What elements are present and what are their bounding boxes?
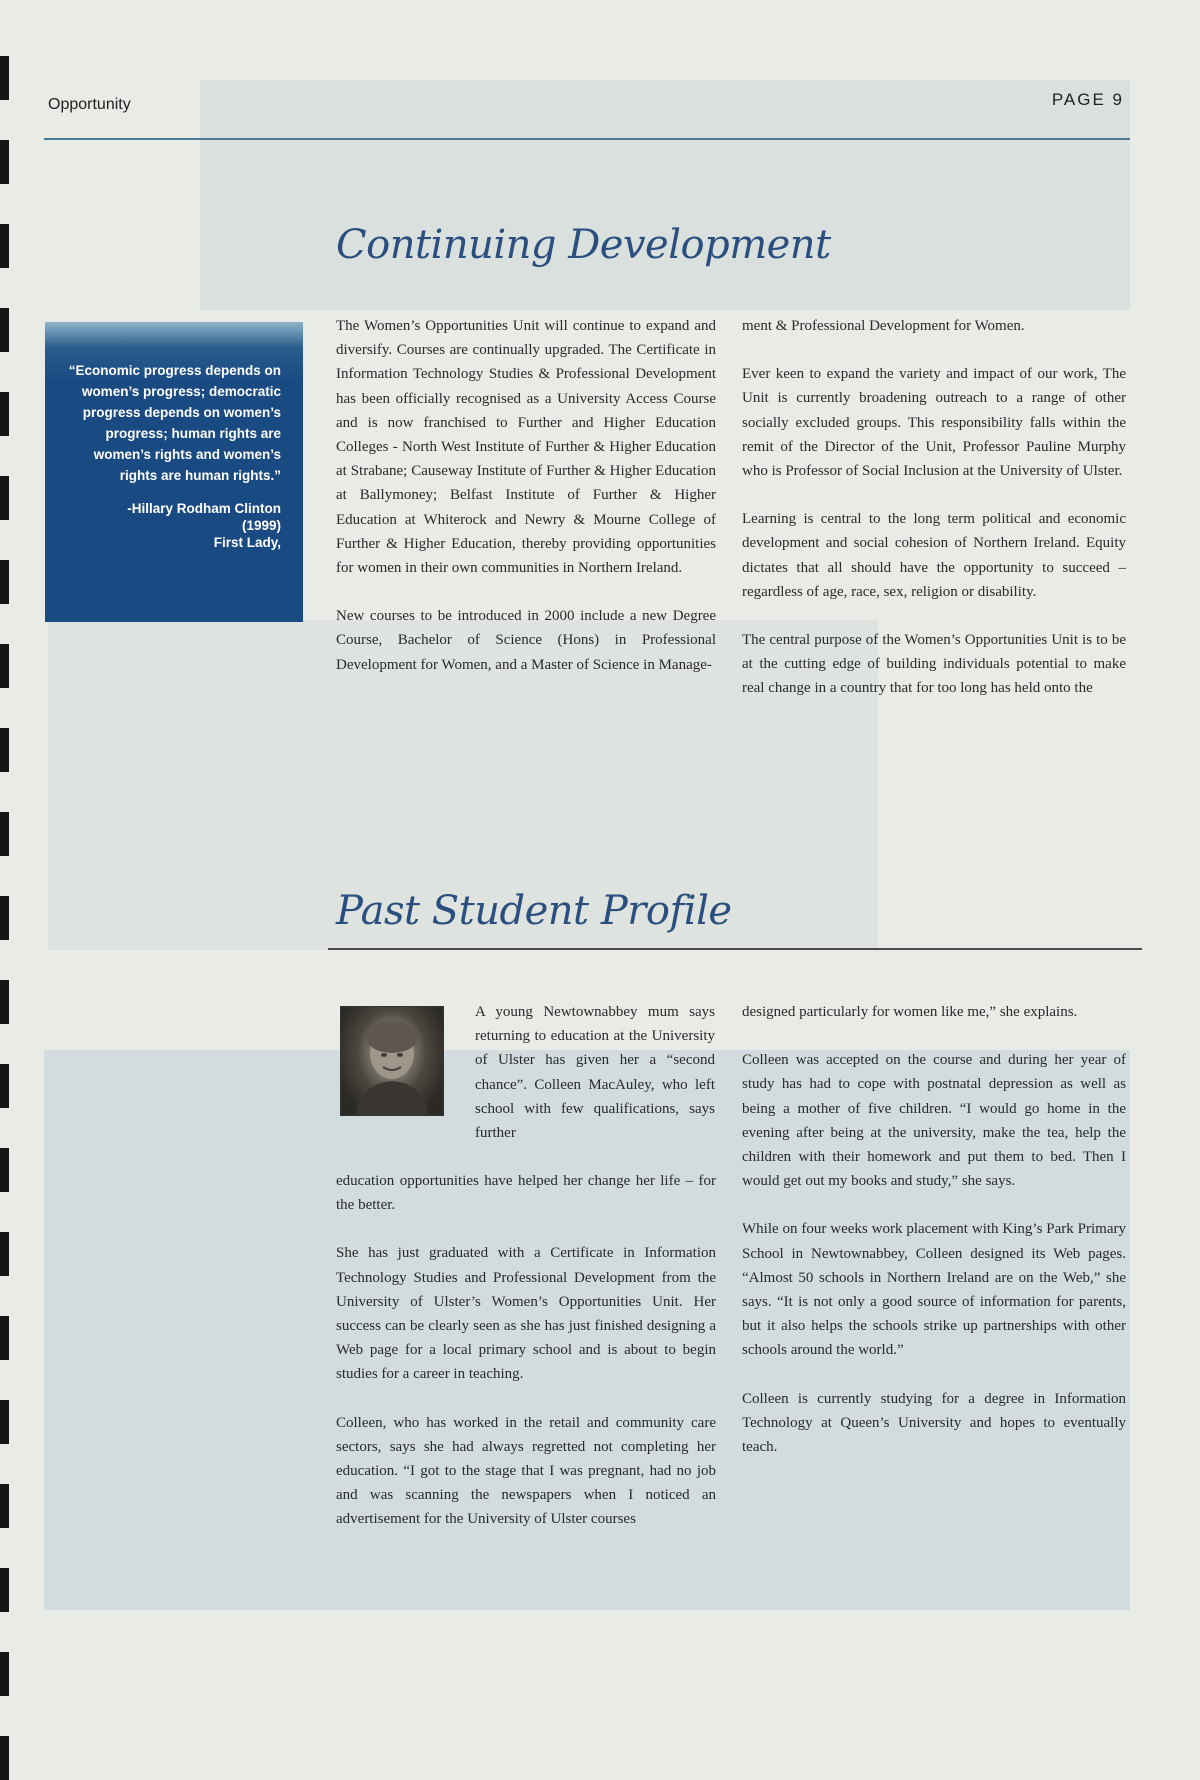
running-title: Opportunity xyxy=(48,96,131,113)
header-rule xyxy=(44,138,1130,140)
paragraph: Colleen, who has worked in the retail and community care sectors, says she had always regretted not completing her education. “I got to the stage that I was pregnant, had no job and was scanning the newspapers when I noticed an advertisement for the University of Ulster courses xyxy=(336,1414,716,1528)
binding-mark xyxy=(0,644,9,688)
section2-right-column xyxy=(742,1000,1126,1459)
paragraph: Learning is central to the long term political and economic development and social cohesion of Northern Ireland. Equity dictates that all should have the opportunity to succeed – regardless of age, race, sex, religion or disability. xyxy=(742,511,1126,600)
paragraph: New courses to be introduced in 2000 include a new Degree Course, Bachelor of Science (Hons) in Professional Development for Women, and a Master of Science in Manage- xyxy=(336,608,716,673)
section1-left-column xyxy=(336,314,716,677)
binding-mark xyxy=(0,896,9,940)
binding-mark xyxy=(0,1736,9,1780)
section-rule xyxy=(328,948,1142,950)
section2-left-column xyxy=(336,1169,716,1532)
binding-mark xyxy=(0,1148,9,1192)
attribution-role: First Lady, xyxy=(213,535,281,550)
paragraph: The Women’s Opportunities Unit will continue to expand and diversify. Courses are continually upgraded. The Certificate in Information Technology Studies & Professional Development has been officially recognised as a University Access Course and is now franchised to Further and Higher Education Colleges - North West Institute of Further & Higher Education at Strabane; Causeway Institute of Further & Higher Education at Ballymoney; Belfast Institute of Further & Higher Education at Whiterock and Newry & Mourne College of Further & Higher Education, thereby providing opportunities for women in their own communities in Northern Ireland. xyxy=(336,318,716,577)
paragraph: designed particularly for women like me,” she explains. xyxy=(742,1004,1078,1020)
paragraph: The central purpose of the Women’s Opportunities Unit is to be at the cutting edge of building individuals potential to make real change in a country that for too long has held onto the xyxy=(742,632,1126,697)
binding-mark xyxy=(0,728,9,772)
binding-mark xyxy=(0,812,9,856)
binding-mark xyxy=(0,1064,9,1108)
binding-mark xyxy=(0,1400,9,1444)
portrait-image xyxy=(341,1007,443,1115)
paragraph: She has just graduated with a Certificate in Information Technology Studies and Professional Development from the University of Ulster’s Women’s Opportunities Unit. Her success can be clearly seen as she has just finished designing a Web page for a local primary school and is about to begin studies for a career in teaching. xyxy=(336,1245,716,1383)
paragraph: Ever keen to expand the variety and impact of our work, The Unit is currently broadening outreach to a range of other socially excluded groups. This responsibility falls within the remit of the Director of the Unit, Professor Pauline Murphy who is Professor of Social Inclusion at the University of Ulster. xyxy=(742,366,1126,480)
section-title-continuing-development: Continuing Development xyxy=(336,222,831,268)
binding-mark xyxy=(0,560,9,604)
attribution-year: (1999) xyxy=(241,518,281,533)
quote-attribution xyxy=(61,500,281,551)
binding-mark xyxy=(0,1232,9,1276)
quote-box xyxy=(45,322,303,622)
section1-right-column xyxy=(742,314,1126,701)
section-title-past-student-profile: Past Student Profile xyxy=(336,888,732,934)
paragraph: ment & Professional Development for Women. xyxy=(742,318,1025,334)
binding-mark xyxy=(0,308,9,352)
binding-mark xyxy=(0,1484,9,1528)
binding-mark xyxy=(0,224,9,268)
paragraph: education opportunities have helped her change her life – for the better. xyxy=(336,1173,716,1214)
binding-mark xyxy=(0,1652,9,1696)
page-header xyxy=(44,88,1130,142)
spiral-binding xyxy=(0,0,14,1769)
binding-mark xyxy=(0,1316,9,1360)
binding-mark xyxy=(0,392,9,436)
paragraph: While on four weeks work placement with King’s Park Primary School in Newtownabbey, Colleen designed its Web pages. “Almost 50 schools in Northern Ireland are on the Web,” she says. “It is not only a good source of information for parents, but it also helps the schools strike up partnerships with other schools around the world.” xyxy=(742,1221,1126,1359)
binding-mark xyxy=(0,56,9,100)
paragraph: Colleen was accepted on the course and during her year of study has had to cope with postnatal depression as well as being a mother of five children. “I would go home in the evening after being at the university, make the tea, help the children with their homework and put them to bed. Then I would get out my books and study,” she says. xyxy=(742,1052,1126,1190)
attribution-name: -Hillary Rodham Clinton xyxy=(127,501,281,516)
profile-intro-beside-photo: A young Newtownabbey mum says returning to education at the University of Ulster has given her a “second chance”. Colleen MacAuley, who left school with few qualifications, says further xyxy=(475,1004,715,1142)
page-number: PAGE 9 xyxy=(1051,90,1124,109)
student-photo xyxy=(340,1006,444,1116)
quote-text: “Economic progress depends on women’s progress; democratic progress depends on women’s progress; human rights are women’s rights and women’s rights are human rights.” xyxy=(68,363,281,483)
paragraph: Colleen is currently studying for a degree in Information Technology at Queen’s University and hopes to eventually teach. xyxy=(742,1390,1126,1456)
binding-mark xyxy=(0,980,9,1024)
binding-mark xyxy=(0,1568,9,1612)
binding-mark xyxy=(0,140,9,184)
binding-mark xyxy=(0,476,9,520)
